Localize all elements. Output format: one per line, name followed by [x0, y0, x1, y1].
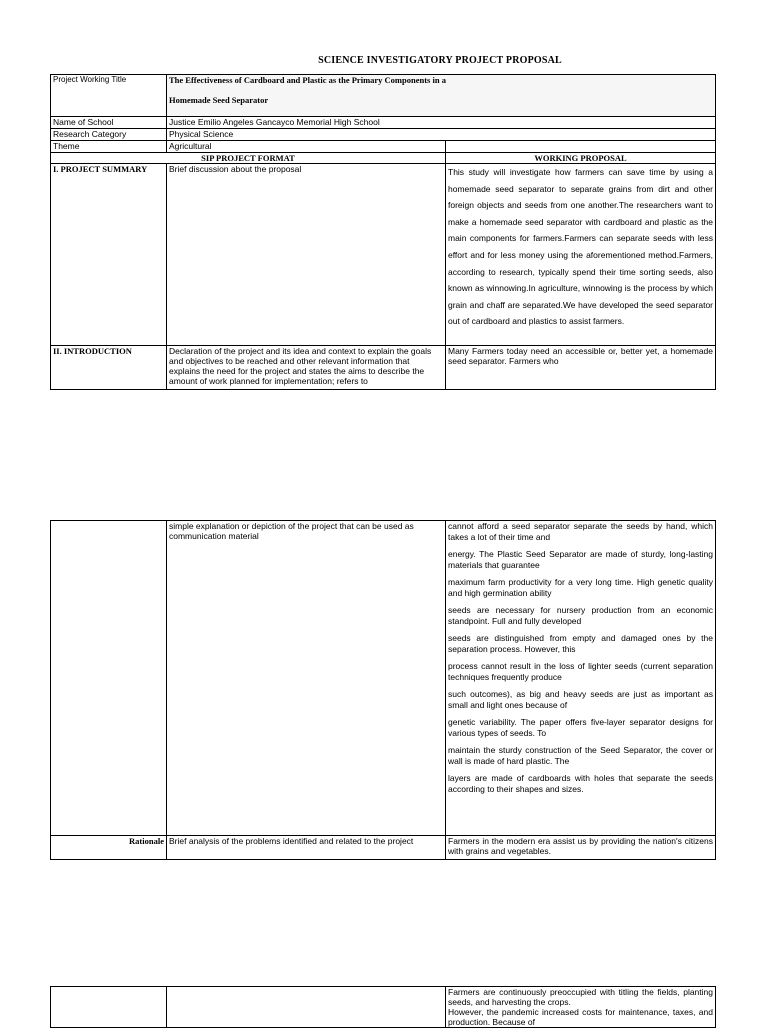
- page2-paragraph: process cannot result in the loss of lighter seeds (current separation techniques frequently produce: [448, 661, 713, 682]
- working-title-line1: The Effectiveness of Cardboard and Plastic as the Primary Components in a: [169, 75, 446, 85]
- working-title-label: Project Working Title: [51, 75, 167, 117]
- page2-paragraph: genetic variability. The paper offers five-layer separator designs for various types of seeds. To: [448, 717, 713, 738]
- page2-paragraph: seeds are necessary for nursery production from an economic standpoint. Full and fully developed: [448, 605, 713, 626]
- page2-paragraph: maximum farm productivity for a very long time. High genetic quality and high germination ability: [448, 577, 713, 598]
- page3-empty-label: [51, 987, 167, 1028]
- theme-label: Theme: [51, 141, 167, 153]
- page2-paragraph: maintain the sturdy construction of the Seed Separator, the cover or wall is made of hard plastic. The: [448, 745, 713, 766]
- document-title: SCIENCE INVESTIGATORY PROJECT PROPOSAL: [318, 55, 562, 66]
- proposal-table-page3: [50, 986, 716, 1028]
- page3-empty-description: [167, 987, 446, 1028]
- working-title-cell: [167, 75, 716, 117]
- rationale-description: Brief analysis of the problems identified and related to the project: [167, 836, 446, 860]
- rationale-label: Rationale: [51, 836, 167, 860]
- rationale-proposal: Farmers in the modern era assist us by providing the nation's citizens with grains and vegetables.: [446, 836, 716, 860]
- school-label: Name of School: [51, 117, 167, 129]
- page2-paragraph: seeds are distinguished from empty and damaged ones by the separation process. However, this: [448, 633, 713, 654]
- format-header: SIP PROJECT FORMAT: [51, 153, 446, 164]
- page2-proposal: [446, 521, 716, 836]
- summary-description: Brief discussion about the proposal: [167, 164, 446, 346]
- page2-paragraph: cannot afford a seed separator separate the seeds by hand, which takes a lot of their time and: [448, 521, 713, 542]
- page2-paragraph: layers are made of cardboards with holes that separate the seeds according to their shapes and sizes.: [448, 773, 713, 794]
- page2-description: simple explanation or depiction of the project that can be used as communication material: [167, 521, 446, 836]
- page2-paragraph: such outcomes), as big and heavy seeds are just as important as small and light ones because of: [448, 689, 713, 710]
- proposal-header: WORKING PROPOSAL: [446, 153, 716, 164]
- introduction-label: II. INTRODUCTION: [51, 346, 167, 390]
- school-value: Justice Emilio Angeles Gancayco Memorial High School: [167, 117, 716, 129]
- page3-proposal: [446, 987, 716, 1028]
- summary-proposal: This study will investigate how farmers can save time by using a homemade seed separator to separate grains from dirt and other foreign objects and seeds from one another.The researchers want to make a homemade seed separator with cardboard and plastic as the main components for farmers.Farmers can separate seeds with less effort and for less money using the aforementioned method.Farmers, according to research, typically spend their time sorting seeds, also known as winnowing.In agriculture, winnowing is the process by which grain and chaff are separated.We have developed the seed separator out of cardboard and plastics to assist farmers.: [446, 164, 716, 346]
- proposal-table-page2: [50, 520, 716, 860]
- introduction-proposal: Many Farmers today need an accessible or, better yet, a homemade seed separator. Farmers who: [446, 346, 716, 390]
- proposal-table-page1: [50, 74, 716, 390]
- theme-value: Agricultural: [167, 141, 446, 153]
- working-title-line2: Homemade Seed Separator: [169, 95, 269, 105]
- category-value: Physical Science: [167, 129, 716, 141]
- theme-empty: [446, 141, 716, 153]
- summary-label: I. PROJECT SUMMARY: [51, 164, 167, 346]
- category-label: Research Category: [51, 129, 167, 141]
- page2-empty-label: [51, 521, 167, 836]
- page3-line: However, the pandemic increased costs for maintenance, taxes, and production. Because of: [448, 1007, 713, 1027]
- page2-paragraph: energy. The Plastic Seed Separator are made of sturdy, long-lasting materials that guarantee: [448, 549, 713, 570]
- page3-line: Farmers are continuously preoccupied with titling the fields, planting seeds, and harvesting the crops.: [448, 987, 713, 1007]
- introduction-description: Declaration of the project and its idea and context to explain the goals and objectives to be reached and other relevant information that explains the need for the project and states the aims to describe the amount of work planned for implementation; refers to: [167, 346, 446, 390]
